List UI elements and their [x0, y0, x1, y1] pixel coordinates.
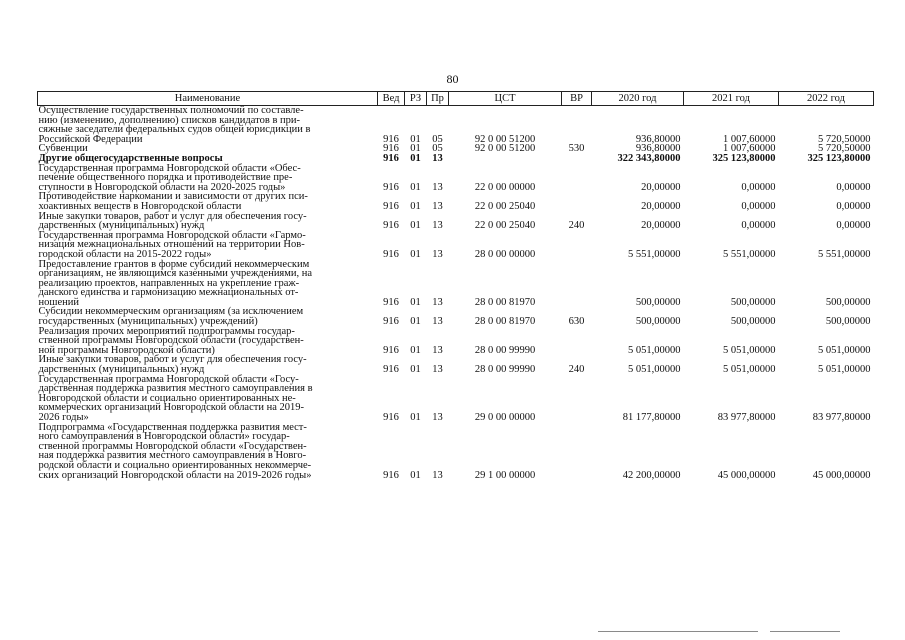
- cell-y2020: 20,00000: [641, 181, 681, 193]
- header-2021: 2021 год: [684, 92, 779, 106]
- table-row: [38, 212, 874, 231]
- cell-y2021: 0,00000: [741, 220, 776, 232]
- cell-y2020: 20,00000: [641, 200, 681, 212]
- cell-pr: 13: [432, 316, 443, 328]
- cell-y2021: 500,00000: [730, 316, 776, 328]
- table-row: [38, 375, 874, 423]
- cell-ved: 916: [383, 133, 399, 145]
- table-row: [38, 327, 874, 356]
- cell-name: Субвенции: [38, 143, 88, 155]
- cell-vr: 240: [568, 220, 585, 232]
- cell-y2020: 500,00000: [635, 296, 681, 308]
- cell-cst: [449, 154, 562, 164]
- cell-y2022: 500,00000: [825, 316, 871, 328]
- cell-name: Другие общегосударственные вопросы: [38, 152, 223, 164]
- cell-y2022: 5 551,00000: [818, 248, 871, 260]
- cell-rz: 01: [410, 364, 421, 376]
- page-number: 80: [446, 72, 459, 86]
- header-pr: Пр: [427, 92, 449, 106]
- cell-cst: 28 0 00 99990: [474, 344, 536, 356]
- cell-y2021: 5 051,00000: [723, 344, 776, 356]
- cell-vr: [562, 327, 592, 356]
- cell-y2020: 20,00000: [641, 220, 681, 232]
- cell-name: Иные закупки товаров, работ и услуг для обеспечения госу- дарственных (муниципальных) нужд: [38, 354, 307, 376]
- table-row: [38, 164, 874, 193]
- scan-artifact-line: [598, 631, 758, 632]
- cell-y2020: 936,80000: [635, 143, 681, 155]
- cell-vr: [562, 423, 592, 481]
- cell-vr: [562, 192, 592, 211]
- cell-name: Иные закупки товаров, работ и услуг для обеспечения госу- дарственных (муниципальных) нужд: [38, 210, 307, 232]
- cell-ved: 916: [383, 316, 399, 328]
- header-2020: 2020 год: [592, 92, 684, 106]
- cell-vr: [562, 260, 592, 308]
- cell-pr: 13: [432, 412, 443, 423]
- table-row: [38, 307, 874, 326]
- cell-y2022: 0,00000: [836, 181, 871, 193]
- header-row: [38, 92, 874, 106]
- cell-cst: 29 1 00 00000: [474, 469, 536, 481]
- cell-y2021: 1 007,60000: [723, 143, 776, 155]
- cell-y2021: 45 000,00000: [717, 469, 776, 481]
- cell-pr: 13: [432, 152, 443, 164]
- cell-name: Предоставление грантов в форме субсидий некоммерческим организациям, не являющимся казенными учреждениями, на реализацию проектов, направленных на укрепление граж- данского единства и гармонизацию межнациональных от- ношений: [38, 258, 313, 308]
- cell-cst: 22 0 00 25040: [474, 220, 536, 232]
- cell-pr: 13: [432, 200, 443, 212]
- table-body: [38, 106, 874, 481]
- cell-pr: 05: [432, 133, 443, 145]
- cell-y2022: 0,00000: [836, 200, 871, 212]
- cell-y2020: 5 051,00000: [628, 344, 681, 356]
- cell-ved: 916: [383, 248, 399, 260]
- cell-y2022: 5 720,50000: [818, 143, 871, 155]
- table-row: [38, 106, 874, 145]
- header-vr: ВР: [562, 92, 592, 106]
- cell-rz: 01: [410, 316, 421, 328]
- table-row: [38, 355, 874, 374]
- cell-y2022: 5 720,50000: [818, 133, 871, 145]
- cell-ved: 916: [383, 181, 399, 193]
- cell-y2020: 5 051,00000: [628, 364, 681, 376]
- cell-name: Государственная программа Новгородской области «Обес- печение общественного порядка и противодействие пре- ступности в Новгородской области на 2020-2025 годы»: [38, 162, 301, 193]
- cell-cst: 28 0 00 81970: [474, 316, 536, 328]
- cell-ved: 916: [383, 296, 399, 308]
- cell-y2022: 83 977,80000: [812, 412, 871, 423]
- cell-y2022: 5 051,00000: [818, 364, 871, 376]
- cell-y2022: 5 051,00000: [818, 344, 871, 356]
- cell-cst: 22 0 00 25040: [474, 200, 536, 212]
- cell-ved: 916: [383, 220, 399, 232]
- table-row: [38, 192, 874, 211]
- cell-rz: 01: [410, 412, 421, 423]
- cell-ved: 916: [383, 364, 399, 376]
- cell-vr: [562, 154, 592, 164]
- cell-vr: [562, 106, 592, 145]
- cell-y2021: 1 007,60000: [723, 133, 776, 145]
- cell-rz: 01: [410, 181, 421, 193]
- table-row: [38, 423, 874, 481]
- cell-pr: 13: [432, 469, 443, 481]
- cell-vr: [562, 231, 592, 260]
- cell-vr: 240: [568, 364, 585, 376]
- cell-y2021: 325 123,80000: [712, 152, 776, 164]
- cell-y2022: 325 123,80000: [807, 152, 871, 164]
- cell-rz: 01: [410, 143, 421, 155]
- cell-vr: 530: [568, 143, 585, 155]
- cell-rz: 01: [410, 133, 421, 145]
- cell-ved: 916: [383, 469, 399, 481]
- cell-y2021: 5 551,00000: [723, 248, 776, 260]
- cell-vr: [562, 164, 592, 193]
- cell-pr: 13: [432, 181, 443, 193]
- cell-cst: 28 0 00 99990: [474, 364, 536, 376]
- cell-vr: 630: [568, 316, 585, 328]
- cell-rz: 01: [410, 200, 421, 212]
- budget-table: [37, 91, 874, 480]
- cell-rz: 01: [410, 296, 421, 308]
- cell-rz: 01: [410, 344, 421, 356]
- cell-ved: 916: [383, 200, 399, 212]
- cell-ved: 916: [383, 344, 399, 356]
- cell-y2022: 500,00000: [825, 296, 871, 308]
- cell-name: Субсидии некоммерческим организациям (за исключением государственных (муниципальных) учреждений): [38, 306, 304, 328]
- cell-rz: 01: [410, 152, 421, 164]
- header-cst: ЦСТ: [449, 92, 562, 106]
- cell-name: Подпрограмма «Государственная поддержка развития мест- ного самоуправления в Новгородской области» государ- ственной программы Новгородской области «Государствен- ная поддержка развития местного самоуправления в Новго- родской области и социально ориентированных некоммерче- ских организаций Новгородской области на 2019-2026 годы»: [38, 421, 312, 481]
- cell-vr: [562, 375, 592, 423]
- header-ved: Вед: [378, 92, 405, 106]
- cell-cst: 29 0 00 00000: [474, 412, 536, 423]
- scan-artifact-line: [770, 631, 840, 632]
- table-row: [38, 231, 874, 260]
- header-rz: РЗ: [405, 92, 427, 106]
- cell-rz: 01: [410, 220, 421, 232]
- cell-y2020: 5 551,00000: [628, 248, 681, 260]
- cell-cst: 28 0 00 81970: [474, 296, 536, 308]
- cell-y2021: 0,00000: [741, 200, 776, 212]
- cell-pr: 05: [432, 143, 443, 155]
- cell-y2022: 0,00000: [836, 220, 871, 232]
- cell-cst: 28 0 00 00000: [474, 248, 536, 260]
- cell-pr: 13: [432, 296, 443, 308]
- cell-y2020: 322 343,80000: [617, 152, 681, 164]
- cell-y2020: 500,00000: [635, 316, 681, 328]
- cell-y2021: 5 051,00000: [723, 364, 776, 376]
- cell-cst: 22 0 00 00000: [474, 181, 536, 193]
- cell-y2020: 936,80000: [635, 133, 681, 145]
- header-2022: 2022 год: [779, 92, 874, 106]
- cell-ved: 916: [383, 412, 399, 423]
- cell-pr: 13: [432, 248, 443, 260]
- cell-y2021: 0,00000: [741, 181, 776, 193]
- cell-name: Противодействие наркомании и зависимости от других пси- хоактивных веществ в Новгородской области: [38, 191, 308, 212]
- cell-y2020: 81 177,80000: [622, 412, 681, 423]
- cell-y2020: 42 200,00000: [622, 469, 681, 481]
- cell-ved: 916: [383, 152, 399, 164]
- cell-y2021: 83 977,80000: [717, 412, 776, 423]
- cell-name: Государственная программа Новгородской области «Гармо- низация межнациональных отношений на территории Нов- городской области на 2015-2022 годы»: [38, 229, 306, 260]
- header-name: Наименование: [38, 92, 378, 106]
- cell-pr: 13: [432, 364, 443, 376]
- cell-y2022: 45 000,00000: [812, 469, 871, 481]
- cell-pr: 13: [432, 344, 443, 356]
- cell-y2021: 500,00000: [730, 296, 776, 308]
- cell-name: Государственная программа Новгородской области «Госу- дарственная поддержка развития местного самоуправления в Новгородской области и социально ориентированных не- коммерческих организаций Новгородской области на 2019- 2026 годы»: [38, 373, 313, 423]
- table-row: [38, 260, 874, 308]
- cell-pr: 13: [432, 220, 443, 232]
- cell-cst: 92 0 00 51200: [474, 133, 536, 145]
- cell-rz: 01: [410, 248, 421, 260]
- cell-ved: 916: [383, 143, 399, 155]
- cell-name: Осуществление государственных полномочий по составле- нию (изменению, дополнению) списков кандидатов в при- сяжные заседатели федеральных судов общей юрисдикции в Российской Федерации: [38, 105, 311, 145]
- cell-cst: 92 0 00 51200: [474, 143, 536, 155]
- cell-name: Реализация прочих мероприятий подпрограммы государ- ственной программы Новгородской области (государствен- ной программы Новгородской области): [38, 325, 304, 356]
- cell-rz: 01: [410, 469, 421, 481]
